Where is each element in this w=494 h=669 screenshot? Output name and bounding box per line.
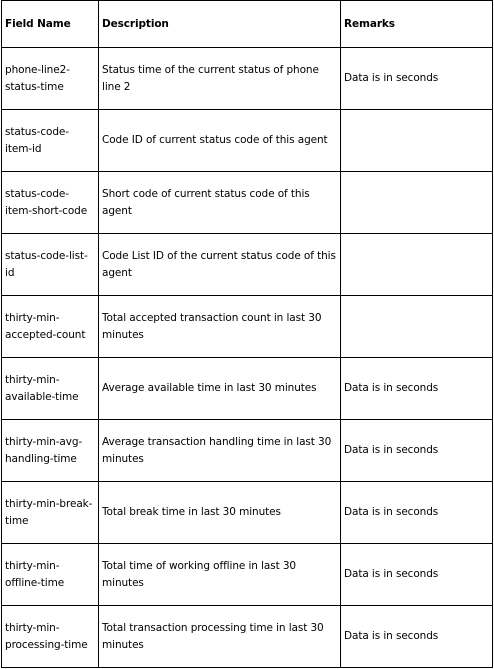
remarks-cell [341, 110, 493, 172]
field-name-cell: status-code-item-short-code [2, 172, 99, 234]
field-name-cell: thirty-min-avg-handling-time [2, 420, 99, 482]
description-cell: Code List ID of the current status code of this agent [99, 234, 341, 296]
field-name-cell: phone-line2-status-time [2, 48, 99, 110]
remarks-cell: Data is in seconds [341, 544, 493, 606]
field-reference-table [1, 0, 493, 668]
description-cell: Short code of current status code of this agent [99, 172, 341, 234]
table-header-row [2, 1, 493, 48]
header-remarks: Remarks [341, 1, 493, 48]
field-name-cell: status-code-list-id [2, 234, 99, 296]
remarks-cell: Data is in seconds [341, 482, 493, 544]
table-row [2, 234, 493, 296]
table-row [2, 48, 493, 110]
remarks-cell [341, 172, 493, 234]
description-cell: Total time of working offline in last 30 minutes [99, 544, 341, 606]
field-name-cell: thirty-min-processing-time [2, 606, 99, 668]
description-cell: Total transaction processing time in last 30 minutes [99, 606, 341, 668]
field-name-cell: thirty-min-accepted-count [2, 296, 99, 358]
remarks-cell: Data is in seconds [341, 420, 493, 482]
field-name-cell: thirty-min-break-time [2, 482, 99, 544]
description-cell: Average available time in last 30 minutes [99, 358, 341, 420]
table-row [2, 358, 493, 420]
field-name-cell: thirty-min-offline-time [2, 544, 99, 606]
table-row [2, 110, 493, 172]
description-cell: Total break time in last 30 minutes [99, 482, 341, 544]
remarks-cell: Data is in seconds [341, 48, 493, 110]
field-name-cell: status-code-item-id [2, 110, 99, 172]
table-row [2, 544, 493, 606]
table-row [2, 606, 493, 668]
table-row [2, 420, 493, 482]
field-name-cell: thirty-min-available-time [2, 358, 99, 420]
table-row [2, 172, 493, 234]
table-row [2, 482, 493, 544]
remarks-cell: Data is in seconds [341, 358, 493, 420]
description-cell: Total accepted transaction count in last 30 minutes [99, 296, 341, 358]
description-cell: Status time of the current status of phone line 2 [99, 48, 341, 110]
remarks-cell [341, 234, 493, 296]
remarks-cell [341, 296, 493, 358]
header-description: Description [99, 1, 341, 48]
description-cell: Code ID of current status code of this agent [99, 110, 341, 172]
header-field-name: Field Name [2, 1, 99, 48]
table-row [2, 296, 493, 358]
remarks-cell: Data is in seconds [341, 606, 493, 668]
description-cell: Average transaction handling time in last 30 minutes [99, 420, 341, 482]
